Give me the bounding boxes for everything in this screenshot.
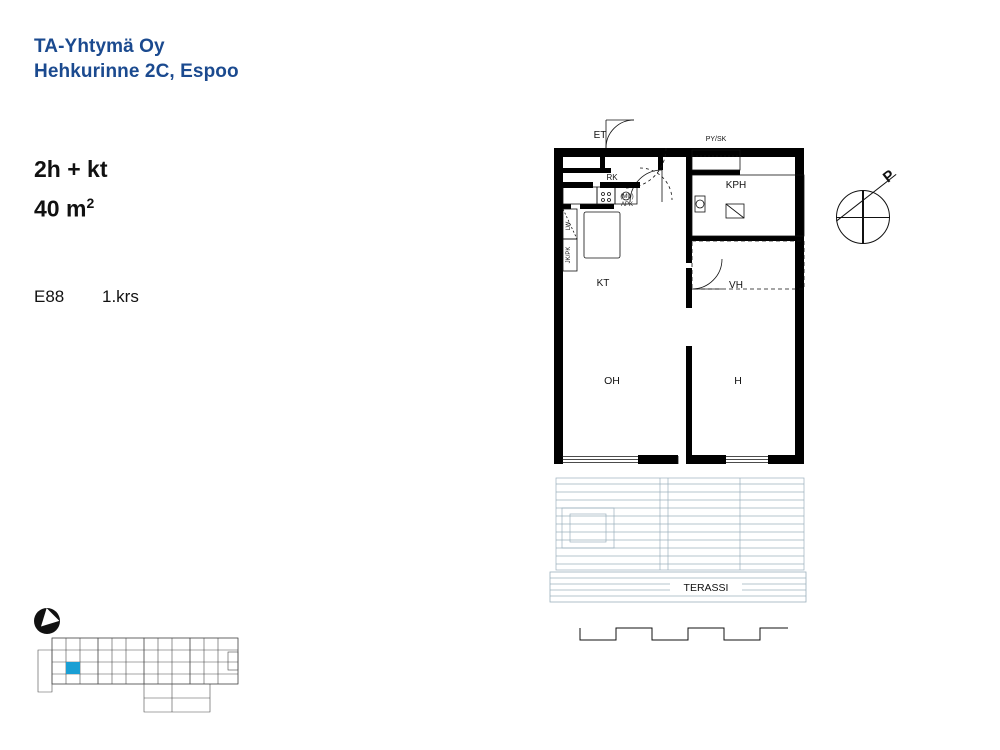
key-plan-outline — [38, 638, 238, 712]
apartment-identifier — [34, 286, 139, 308]
apartment-area — [34, 186, 108, 226]
kitchen-appliances — [563, 182, 640, 188]
company-address: Hehkurinne 2C, Espoo — [34, 61, 239, 82]
compass-north-label: P — [879, 166, 899, 187]
key-plan — [32, 608, 242, 720]
apartment-summary — [34, 152, 108, 226]
room-label-apk: APK — [620, 202, 634, 208]
room-label-h: H — [734, 375, 742, 387]
room-label-lw: LW — [566, 221, 572, 231]
room-label-rk: RK — [606, 173, 618, 182]
exterior-walls — [554, 148, 804, 464]
key-plan-highlight — [66, 662, 80, 674]
room-label-oh: OH — [604, 375, 620, 387]
room-label-pysk: PY/SK — [705, 136, 727, 143]
room-label-kt: KT — [596, 278, 610, 289]
room-label-et: ET — [593, 130, 607, 141]
room-label-kph: KPH — [725, 180, 747, 191]
company-name: TA-Yhtymä Oy — [34, 36, 165, 57]
room-label-mu: (MU) — [620, 194, 634, 200]
apartment-area-unit-exponent: 2 — [86, 195, 95, 211]
room-label-jkpk: JK/PK — [566, 246, 572, 264]
interior-walls — [563, 148, 804, 464]
floor-plan-drawing — [540, 108, 820, 668]
terrace-area — [556, 478, 804, 570]
room-label-vh: VH — [729, 280, 743, 291]
apartment-code: E88 — [34, 287, 65, 306]
apartment-type: 2h + kt — [34, 156, 108, 182]
room-label-terassi: TERASSI — [683, 582, 729, 594]
elevation-strip — [580, 628, 788, 640]
apartment-floor: 1.krs — [102, 287, 139, 306]
company-header — [34, 34, 239, 84]
apartment-area-value: 40 m — [34, 195, 87, 222]
compass-rose-icon — [836, 168, 912, 244]
